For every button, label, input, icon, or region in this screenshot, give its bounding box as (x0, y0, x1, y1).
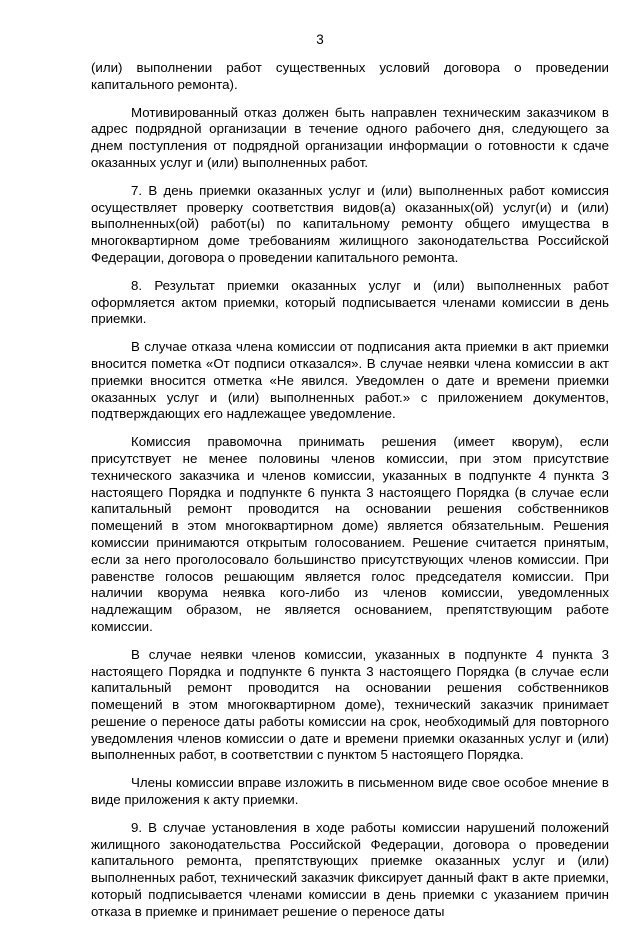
paragraph-item-9: 9. В случае установления в ходе работы комиссии нарушений положений жилищного законодательства Российской Федерации, договора о проведении капитального ремонта, препятствующих приемке оказанных услуг и (или) выполненных работ, технический заказчик фиксирует данный факт в акте приемки, который подписывается членами комиссии в день приемки с указанием причин отказа в приемке и принимает решение о переносе даты (91, 819, 609, 919)
paragraph-continuation: (или) выполнении работ существенных условий договора о проведении капитального ремонта). (91, 60, 609, 92)
paragraph-refusal-to-sign: В случае отказа члена комиссии от подписания акта приемки в акт приемки вносится пометка «От подписи отказался». В случае неявки члена комиссии в акт приемки вносится отметка «Не явился. Уведомлен о дате и времени приемки оказанных услуг и (или) выполненных работ.» с приложением документов, подтверждающих его надлежащее уведомление. (91, 339, 609, 422)
paragraph-item-8: 8. Результат приемки оказанных услуг и (или) выполненных работ оформляется актом приемки, который подписывается членами комиссии в день приемки. (91, 277, 609, 327)
paragraph-absence: В случае неявки членов комиссии, указанных в подпункте 4 пункта 3 настоящего Порядка и подпункте 6 пункта 3 настоящего Порядка (в случае если капитальный ремонт проводится на основании решения собственников помещений в этом многоквартирном доме), технический заказчик принимает решение о переносе даты работы комиссии на срок, необходимый для повторного уведомления членов комиссии о дате и времени приемки оказанных услуг и (или) выполненных работ, в соответствии с пунктом 5 настоящего Порядка. (91, 646, 609, 763)
page-number: 3 (316, 32, 324, 47)
document-body (91, 60, 609, 932)
paragraph-motivated-refusal: Мотивированный отказ должен быть направлен техническим заказчиком в адрес подрядной организации в течение одного рабочего дня, следующего за днем поступления от подрядной организации информации о готовности к сдаче оказанных услуг и (или) выполненных работ. (91, 104, 609, 170)
paragraph-dissenting-opinion: Члены комиссии вправе изложить в письменном виде свое особое мнение в виде приложения к акту приемки. (91, 775, 609, 808)
paragraph-quorum: Комиссия правомочна принимать решения (имеет кворум), если присутствует не менее половины членов комиссии, при этом присутствие технического заказчика и членов комиссии, указанных в подпункте 4 пункта 3 настоящего Порядка и подпункте 6 пункта 3 настоящего Порядка (в случае если капитальный ремонт проводится на основании решения собственников помещений в этом многоквартирном доме) является обязательным. Решения комиссии принимаются открытым голосованием. Решение считается принятым, если за него проголосовало большинство присутствующих членов комиссии. При равенстве голосов решающим является голос председателя комиссии. При наличии кворума неявка кого-либо из членов комиссии, уведомленных надлежащим образом, не является основанием, препятствующим работе комиссии. (91, 434, 609, 634)
paragraph-item-7: 7. В день приемки оказанных услуг и (или) выполненных работ комиссия осуществляет проверку соответствия видов(а) оказанных(ой) услуг(и) и (или) выполненных(ой) работ(ы) по капитальному ремонту общего имущества в многоквартирном доме требованиям жилищного законодательства Российской Федерации, договора о проведении капитального ремонта. (91, 182, 609, 265)
